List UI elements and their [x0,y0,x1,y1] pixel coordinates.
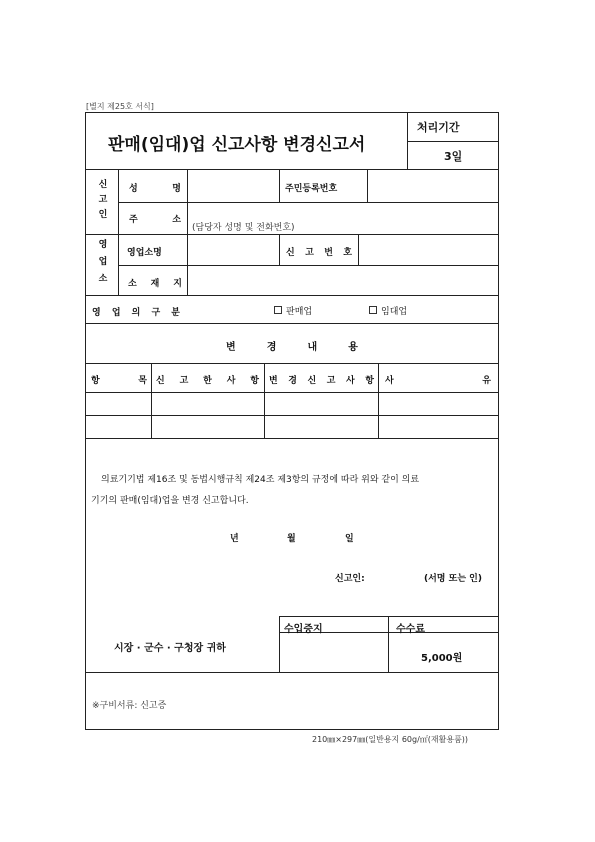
paper-spec: 210㎜×297㎜(일반용지 60g/㎡(재활용품)) [312,735,469,744]
date-month: 월 [287,534,296,544]
row-1-reason[interactable] [379,393,497,415]
row-1-item[interactable] [86,393,151,415]
name-label: 성 명 [129,184,181,194]
row-2-changed[interactable] [265,416,378,438]
statement-line-2: 기기의 판매(임대)업을 변경 신고합니다. [91,496,249,506]
stamp-label: 수입증지 [284,624,323,635]
header-item: 항 목 [91,376,147,386]
row-2-reported[interactable] [152,416,264,438]
date-year: 년 [230,534,239,544]
header-reason: 사 유 [385,376,491,386]
header-reported: 신 고 한 사 항 [156,376,259,386]
header-changed: 변 경 신 고 사 항 [269,376,374,386]
addressee: 시장 · 군수 · 구청장 귀하 [114,643,226,654]
date-day: 일 [345,534,354,544]
rrn-label: 주민등록번호 [285,184,338,194]
form-title: 판매(임대)업 신고사항 변경신고서 [108,135,366,155]
option-sales-label: 판매업 [286,307,313,317]
business-group-label: 영 업 소 [98,240,108,284]
business-type-label: 영 업 의 구 분 [92,308,180,318]
stamp-area [280,633,388,672]
option-rental[interactable] [369,304,407,317]
row-2-item[interactable] [86,416,151,438]
address-label: 주 소 [129,215,181,225]
location-field[interactable] [188,266,497,294]
row-2-reason[interactable] [379,416,497,438]
address-hint: (담당자 성명 및 전화번호) [192,223,295,233]
form-label: [별지 제25호 서식] [86,102,154,111]
location-label: 소 재 지 [128,279,182,289]
checkbox-rental[interactable] [369,306,377,314]
row-1-changed[interactable] [265,393,378,415]
signature-note: (서명 또는 인) [424,574,482,584]
address-field[interactable] [188,203,497,233]
checkbox-sales[interactable] [274,306,282,314]
fee-amount: 5,000원 [421,653,463,664]
name-field[interactable] [188,170,278,201]
option-sales[interactable] [274,304,312,317]
row-1-reported[interactable] [152,393,264,415]
report-number-field[interactable] [359,235,497,264]
business-name-label: 영업소명 [127,248,162,258]
statement-line-1: 의료기기법 제16조 및 동법시행규칙 제24조 제3항의 규정에 따라 위와 같이 의료 [101,475,420,485]
report-number-label: 신 고 번 호 [286,248,352,258]
attachment-note: ※구비서류: 신고증 [92,701,167,711]
business-name-field[interactable] [188,235,278,264]
rrn-field[interactable] [368,170,497,201]
changes-title: 변 경 내 용 [226,342,358,353]
processing-label: 처리기간 [417,121,460,134]
reporter-signature-label: 신고인: [335,574,365,584]
reporter-group-label: 신 고 인 [98,180,108,220]
fee-label: 수수료 [396,624,425,635]
option-rental-label: 임대업 [381,307,408,317]
processing-value: 3일 [444,150,463,163]
